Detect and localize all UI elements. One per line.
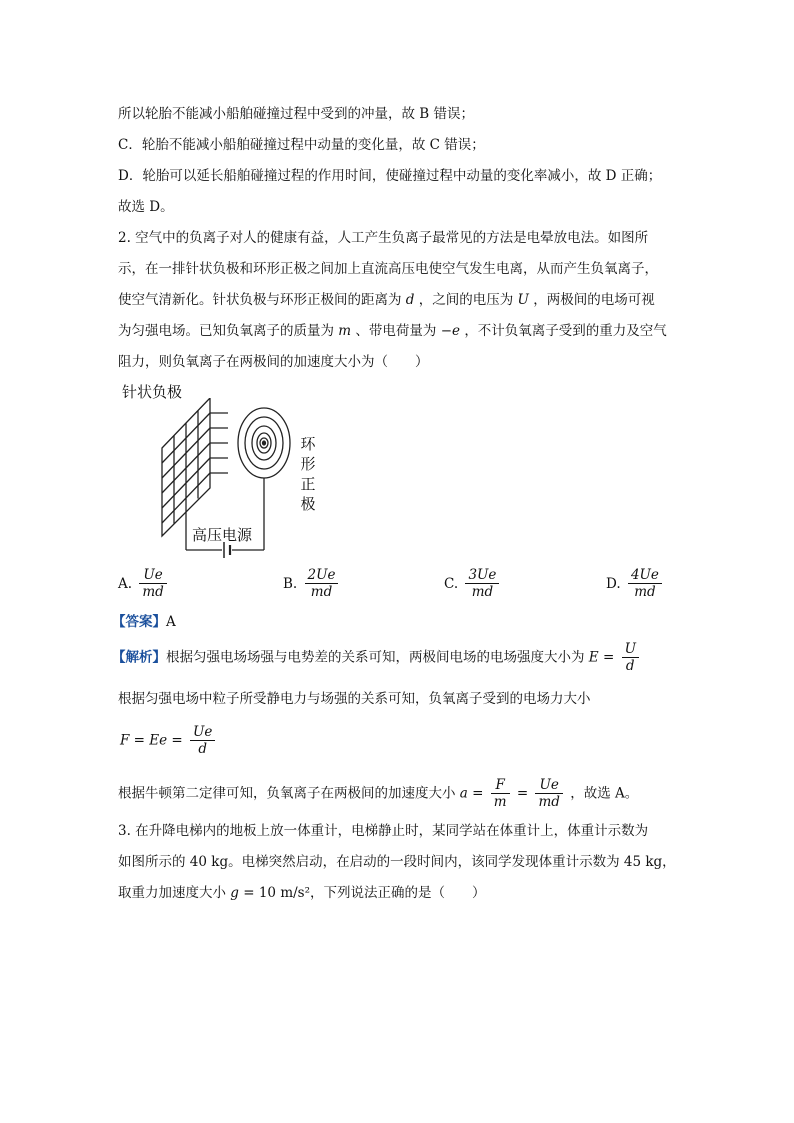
option-c[interactable] [444,568,502,600]
fraction-denominator: d [190,740,215,757]
fraction-denominator: m [491,793,510,810]
answer-value: A [166,614,176,630]
text-segment: = 10 m/s²，下列说法正确的是（ ） [238,885,486,901]
question-3-line: 如图所示的 40 kg。电梯突然启动，在启动的一段时间内，该同学发现体重计示数为 45 kg， [118,854,676,870]
option-d[interactable] [606,568,665,600]
equation-line [120,725,218,757]
text-line: 故选 D。 [118,199,174,215]
fraction-numerator: 2Ue [307,567,336,583]
variable-neg-e: −e [440,323,461,339]
fraction-numerator: Ue [193,724,213,740]
fraction-numerator: U [624,641,636,657]
text-segment: 使空气清新化。针状负极与环形正极间的距离为 [118,292,402,308]
text-line: C．轮胎不能减小船舶碰撞过程中动量的变化量，故 C 错误； [118,137,485,153]
text-line: D．轮胎可以延长船舶碰撞过程的作用时间，使碰撞过程中动量的变化率减小，故 D 正确； [118,168,662,184]
analysis-tag: 【解析】 [112,649,166,666]
fraction-numerator: Ue [539,777,559,793]
variable-m: m [338,323,352,339]
text-segment: ，不计负氧离子受到的重力及空气 [464,323,667,339]
equation-lhs: a = [459,785,484,802]
option-label: A. [118,576,133,592]
answer-line [112,613,176,631]
option-a[interactable] [118,568,170,600]
ring-electrode-char: 正 [300,475,316,493]
text-segment: 根据牛顿第二定律可知，负氧离子在两极间的加速度大小 [118,785,456,802]
option-b[interactable] [283,568,341,600]
question-2-line: 2. 空气中的负离子对人的健康有益，人工产生负离子最常见的方法是电晕放电法。如图所 [118,230,649,246]
power-source-label: 高压电源 [192,526,253,544]
fraction-denominator: md [535,793,562,810]
variable-g: g [230,885,239,901]
question-3-line [118,884,486,902]
analysis-line [112,642,642,674]
fraction-numerator: 4Ue [630,567,659,583]
ring-electrode-char: 极 [300,495,316,513]
analysis-line: 根据匀强电场中粒子所受静电力与场强的关系可知，负氧离子受到的电场力大小 [118,691,591,707]
question-2-line [118,322,667,340]
ring-electrode-char: 环 [300,435,316,453]
answer-tag: 【答案】 [112,614,166,630]
needle-electrode-label: 针状负极 [122,383,183,401]
option-label: D. [606,576,621,592]
equation-fraction [622,642,639,674]
fraction-denominator: md [139,583,166,600]
fraction-denominator: md [465,583,499,600]
variable-U: U [517,292,529,308]
option-label: B. [283,576,298,592]
equals-sign: = [516,785,529,802]
text-segment: 为匀强电场。已知负氧离子的质量为 [118,323,334,339]
fraction-numerator: Ue [143,567,163,583]
equation-fraction [190,725,215,757]
option-fraction [628,568,662,600]
equation-fraction [535,778,562,810]
question-3-line: 3. 在升降电梯内的地板上放一体重计，电梯静止时，某同学站在体重计上，体重计示数为 [118,823,649,839]
equation-lhs: F = Ee = [120,732,183,749]
fraction-denominator: d [622,657,639,674]
text-segment: ，故选 A。 [570,785,639,802]
analysis-line [118,778,638,810]
text-segment: ，之间的电压为 [418,292,514,308]
text-segment: 、带电荷量为 [355,323,437,339]
option-fraction [465,568,499,600]
question-2-line [118,291,655,309]
option-label: C. [444,576,459,592]
fraction-denominator: md [305,583,339,600]
option-fraction [305,568,339,600]
fraction-numerator: F [495,777,505,793]
variable-d: d [405,292,415,308]
fraction-numerator: 3Ue [468,567,497,583]
text-line: 所以轮胎不能减小船舶碰撞过程中受到的冲量，故 B 错误； [118,106,475,122]
option-fraction [139,568,166,600]
equation-fraction [491,778,510,810]
text-segment: 取重力加速度大小 [118,885,226,901]
equation-lhs: E = [588,649,615,666]
question-2-line: 示，在一排针状负极和环形正极之间加上直流高压电使空气发生电离，从而产生负氧离子， [118,261,658,277]
ring-electrode-char: 形 [300,455,316,473]
fraction-denominator: md [628,583,662,600]
question-2-line: 阻力，则负氧离子在两极间的加速度大小为（ ） [118,354,429,370]
text-segment: ，两极间的电场可视 [533,292,655,308]
text-segment: 根据匀强电场场强与电势差的关系可知，两极间电场的电场强度大小为 [166,649,585,666]
